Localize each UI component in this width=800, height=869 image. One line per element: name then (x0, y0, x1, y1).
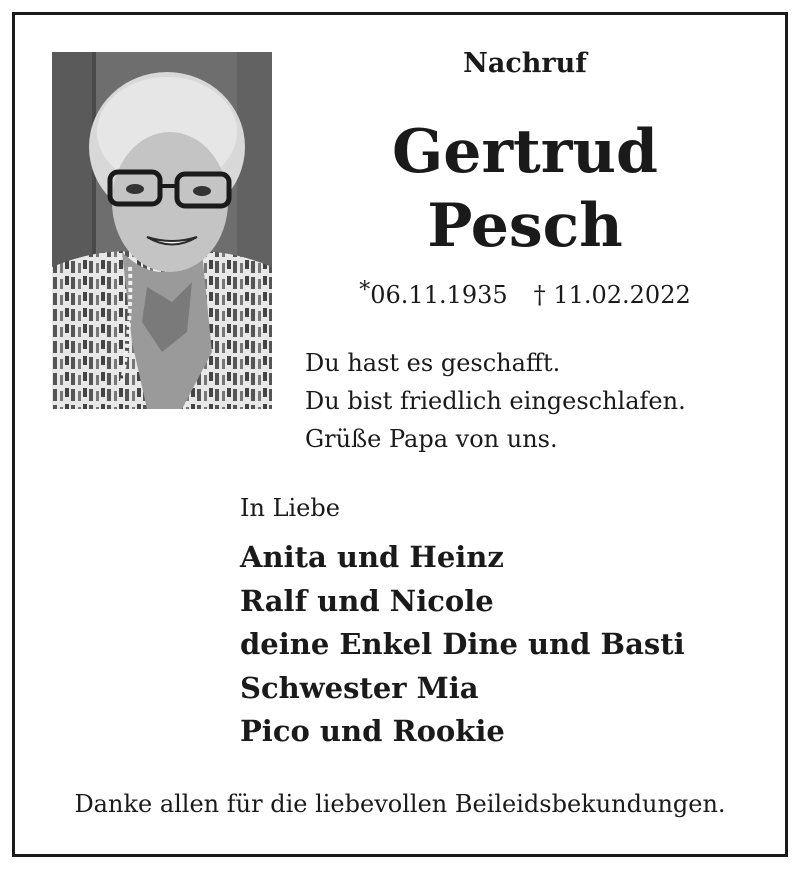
poem-line: Du hast es geschafft. (305, 349, 561, 377)
portrait-photo (52, 52, 272, 409)
mourner-entry: deine Enkel Dine und Basti (240, 627, 685, 661)
poem-line: Grüße Papa von uns. (305, 425, 558, 453)
thanks-line: Danke allen für die liebevollen Beileidsbekundungen. (74, 790, 726, 818)
death-symbol: † (533, 281, 546, 309)
mourner-entry: Ralf und Nicole (240, 583, 494, 618)
life-dates (340, 278, 710, 309)
mourner-entry: Pico und Rookie (240, 714, 505, 748)
mourner-entry: Schwester Mia (240, 670, 479, 705)
mourner-entry: Anita und Heinz (240, 540, 504, 574)
mourners-list (240, 536, 685, 754)
poem-line: Du bist friedlich eingeschlafen. (305, 387, 686, 415)
farewell-text: In Liebe (240, 494, 340, 522)
birth-date: 06.11.1935 (370, 281, 508, 309)
deceased-first-name: Gertrud (392, 117, 658, 187)
notice-overline: Nachruf (463, 48, 587, 79)
deceased-last-name: Pesch (427, 191, 623, 261)
death-date: 11.02.2022 (553, 281, 691, 309)
birth-symbol: * (359, 278, 371, 303)
poem (305, 344, 686, 458)
